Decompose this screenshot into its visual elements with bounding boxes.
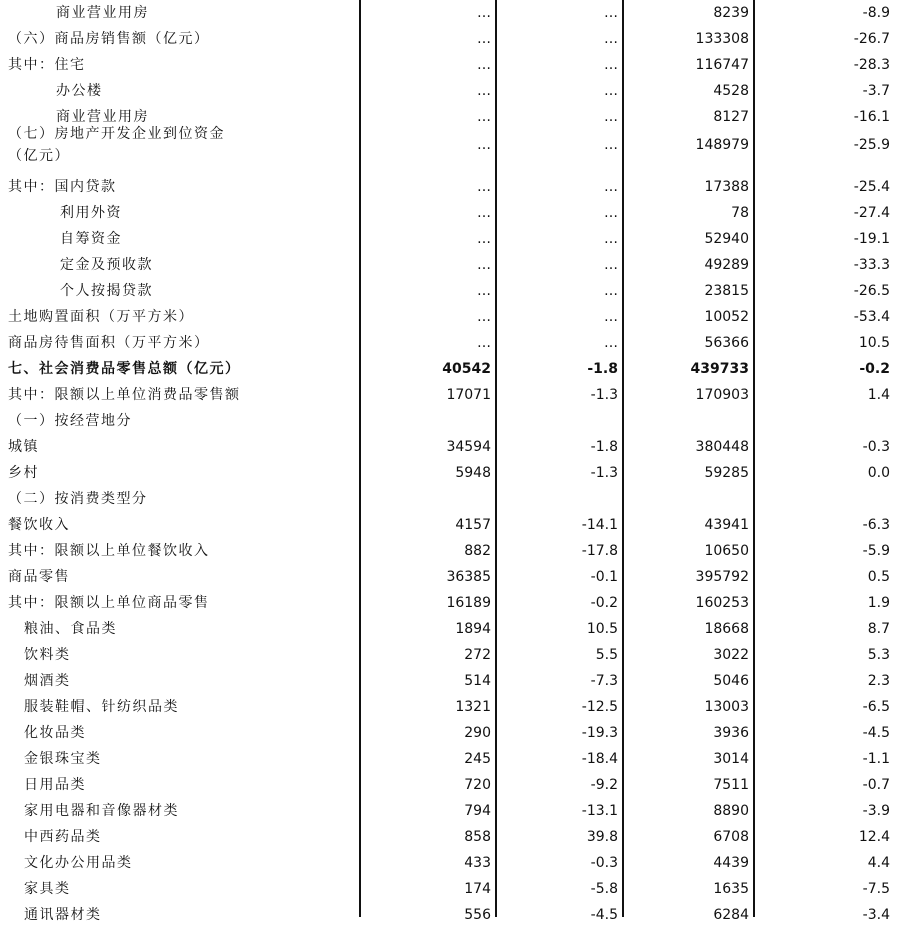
current-month-growth-cell: -1.8 [590, 439, 618, 455]
cumulative-growth-cell: -16.1 [853, 109, 890, 125]
table-row [0, 876, 912, 902]
current-month-growth-cell: -13.1 [581, 803, 618, 819]
cumulative-value-cell: 1635 [713, 881, 749, 897]
row-label: 饮料类 [24, 647, 71, 663]
cumulative-value-cell: 148979 [695, 137, 749, 153]
cumulative-growth-cell: 5.3 [867, 647, 890, 663]
row-label: 乡村 [8, 465, 39, 481]
current-month-value-cell: … [477, 283, 491, 299]
cumulative-value-cell: 56366 [704, 335, 749, 351]
current-month-value-cell: … [477, 109, 491, 125]
current-month-growth-cell: -9.2 [590, 777, 618, 793]
current-month-value-cell: … [477, 31, 491, 47]
cumulative-value-cell: 52940 [704, 231, 749, 247]
cumulative-value-cell: 78 [731, 205, 749, 221]
row-label: 餐饮收入 [8, 517, 70, 533]
row-label-continued: （亿元） [8, 148, 70, 164]
table-row [0, 824, 912, 850]
cumulative-growth-cell: 1.9 [867, 595, 890, 611]
current-month-growth-cell: -1.8 [587, 361, 618, 377]
cumulative-value-cell: 395792 [695, 569, 749, 585]
cumulative-value-cell: 3022 [713, 647, 749, 663]
table-row [0, 902, 912, 928]
cumulative-value-cell: 23815 [704, 283, 749, 299]
current-month-value-cell: 16189 [446, 595, 491, 611]
table-row [0, 720, 912, 746]
current-month-growth-cell: … [604, 257, 618, 273]
current-month-value-cell: … [477, 83, 491, 99]
cumulative-growth-cell: -1.1 [862, 751, 890, 767]
current-month-value-cell: 17071 [446, 387, 491, 403]
table-row [0, 694, 912, 720]
table-row [0, 460, 912, 486]
row-label: 其中：限额以上单位消费品零售额 [8, 387, 241, 403]
current-month-growth-cell: -0.2 [590, 595, 618, 611]
cumulative-value-cell: 17388 [704, 179, 749, 195]
row-label: （七）房地产开发企业到位资金 [8, 126, 225, 142]
row-label: 自筹资金 [60, 231, 122, 247]
current-month-value-cell: … [477, 179, 491, 195]
table-row [0, 408, 912, 434]
current-month-growth-cell: … [604, 205, 618, 221]
current-month-value-cell: 858 [464, 829, 491, 845]
cumulative-growth-cell: -0.3 [862, 439, 890, 455]
current-month-growth-cell: … [604, 57, 618, 73]
cumulative-growth-cell: 2.3 [867, 673, 890, 689]
table-row [0, 434, 912, 460]
table-row [0, 590, 912, 616]
current-month-growth-cell: … [604, 83, 618, 99]
current-month-growth-cell: -14.1 [581, 517, 618, 533]
current-month-growth-cell: … [604, 335, 618, 351]
cumulative-value-cell: 7511 [713, 777, 749, 793]
table-row [0, 486, 912, 512]
current-month-value-cell: 794 [464, 803, 491, 819]
row-label: 其中：住宅 [8, 57, 86, 73]
cumulative-value-cell: 8890 [713, 803, 749, 819]
cumulative-growth-cell: -53.4 [853, 309, 890, 325]
cumulative-growth-cell: -19.1 [853, 231, 890, 247]
cumulative-growth-cell: -4.5 [862, 725, 890, 741]
table-row [0, 746, 912, 772]
table-row [0, 226, 912, 252]
table-row [0, 200, 912, 226]
row-label: 利用外资 [60, 205, 122, 221]
table-row [0, 772, 912, 798]
row-label: 个人按揭贷款 [60, 283, 153, 299]
table-row [0, 668, 912, 694]
table-row [0, 538, 912, 564]
cumulative-value-cell: 116747 [695, 57, 749, 73]
current-month-growth-cell: -4.5 [590, 907, 618, 923]
row-label: 七、社会消费品零售总额（亿元） [8, 361, 241, 377]
current-month-growth-cell: -18.4 [581, 751, 618, 767]
row-label: 通讯器材类 [24, 907, 102, 923]
cumulative-value-cell: 59285 [704, 465, 749, 481]
row-label: 其中：限额以上单位餐饮收入 [8, 543, 210, 559]
row-label: 商业营业用房 [56, 109, 149, 125]
cumulative-growth-cell: 12.4 [858, 829, 890, 845]
table-row [0, 382, 912, 408]
row-label: 土地购置面积（万平方米） [8, 309, 194, 325]
cumulative-value-cell: 5046 [713, 673, 749, 689]
row-label: 商品房待售面积（万平方米） [8, 335, 210, 351]
row-label: 定金及预收款 [60, 257, 153, 273]
current-month-value-cell: 1894 [455, 621, 491, 637]
current-month-growth-cell: … [604, 109, 618, 125]
row-label: 商业营业用房 [56, 5, 149, 21]
row-label: （二）按消费类型分 [8, 491, 148, 507]
table-row [0, 52, 912, 78]
row-label: 粮油、食品类 [24, 621, 117, 637]
row-label: 化妆品类 [24, 725, 86, 741]
current-month-value-cell: 882 [464, 543, 491, 559]
cumulative-growth-cell: -3.9 [862, 803, 890, 819]
cumulative-growth-cell: -0.7 [862, 777, 890, 793]
table-row [0, 356, 912, 382]
row-label: 烟酒类 [24, 673, 71, 689]
cumulative-value-cell: 8239 [713, 5, 749, 21]
cumulative-value-cell: 10052 [704, 309, 749, 325]
row-label: （六）商品房销售额（亿元） [8, 31, 210, 47]
table-row [0, 642, 912, 668]
table-row [0, 330, 912, 356]
cumulative-growth-cell: -6.5 [862, 699, 890, 715]
row-label: 金银珠宝类 [24, 751, 102, 767]
current-month-growth-cell: -1.3 [590, 465, 618, 481]
row-label: 服装鞋帽、针纺织品类 [24, 699, 179, 715]
table-row [0, 252, 912, 278]
table-row [0, 278, 912, 304]
cumulative-growth-cell: 0.0 [867, 465, 890, 481]
current-month-growth-cell: … [604, 283, 618, 299]
table-row [0, 26, 912, 52]
cumulative-value-cell: 10650 [704, 543, 749, 559]
cumulative-value-cell: 18668 [704, 621, 749, 637]
table-row [0, 174, 912, 200]
row-label: 城镇 [8, 439, 39, 455]
current-month-growth-cell: -1.3 [590, 387, 618, 403]
current-month-growth-cell: -12.5 [581, 699, 618, 715]
current-month-growth-cell: 10.5 [586, 621, 618, 637]
current-month-value-cell: 433 [464, 855, 491, 871]
row-label: 其中：国内贷款 [8, 179, 117, 195]
current-month-value-cell: 174 [464, 881, 491, 897]
cumulative-growth-cell: 0.5 [867, 569, 890, 585]
cumulative-growth-cell: -33.3 [853, 257, 890, 273]
cumulative-growth-cell: -25.4 [853, 179, 890, 195]
table-row [0, 0, 912, 26]
table-row [0, 512, 912, 538]
cumulative-growth-cell: -28.3 [853, 57, 890, 73]
cumulative-growth-cell: -5.9 [862, 543, 890, 559]
current-month-growth-cell: … [604, 231, 618, 247]
current-month-value-cell: 40542 [442, 361, 491, 377]
current-month-value-cell: 34594 [446, 439, 491, 455]
cumulative-value-cell: 160253 [695, 595, 749, 611]
current-month-value-cell: … [477, 137, 491, 153]
cumulative-growth-cell: -3.4 [862, 907, 890, 923]
current-month-growth-cell: … [604, 5, 618, 21]
table-row [0, 616, 912, 642]
cumulative-value-cell: 380448 [695, 439, 749, 455]
cumulative-growth-cell: -8.9 [862, 5, 890, 21]
cumulative-growth-cell: -6.3 [862, 517, 890, 533]
table-row [0, 304, 912, 330]
cumulative-value-cell: 3014 [713, 751, 749, 767]
current-month-value-cell: … [477, 231, 491, 247]
cumulative-growth-cell: -7.5 [862, 881, 890, 897]
current-month-growth-cell: … [604, 309, 618, 325]
cumulative-value-cell: 13003 [704, 699, 749, 715]
current-month-value-cell: 514 [464, 673, 491, 689]
cumulative-growth-cell: 10.5 [858, 335, 890, 351]
current-month-growth-cell: -17.8 [581, 543, 618, 559]
cumulative-value-cell: 439733 [690, 361, 749, 377]
current-month-value-cell: 1321 [455, 699, 491, 715]
row-label: 商品零售 [8, 569, 70, 585]
current-month-value-cell: … [477, 309, 491, 325]
row-label: 其中：限额以上单位商品零售 [8, 595, 210, 611]
current-month-value-cell: … [477, 257, 491, 273]
row-label: 日用品类 [24, 777, 86, 793]
current-month-growth-cell: -5.8 [590, 881, 618, 897]
cumulative-growth-cell: -27.4 [853, 205, 890, 221]
current-month-value-cell: … [477, 205, 491, 221]
row-label: 办公楼 [56, 83, 103, 99]
current-month-value-cell: 5948 [455, 465, 491, 481]
current-month-value-cell: 36385 [446, 569, 491, 585]
cumulative-growth-cell: -25.9 [853, 137, 890, 153]
cumulative-value-cell: 49289 [704, 257, 749, 273]
current-month-value-cell: 556 [464, 907, 491, 923]
row-label: 家用电器和音像器材类 [24, 803, 179, 819]
current-month-growth-cell: 39.8 [586, 829, 618, 845]
row-label: 文化办公用品类 [24, 855, 133, 871]
current-month-growth-cell: 5.5 [595, 647, 618, 663]
current-month-growth-cell: -0.3 [590, 855, 618, 871]
current-month-growth-cell: -7.3 [590, 673, 618, 689]
cumulative-value-cell: 6708 [713, 829, 749, 845]
current-month-value-cell: 272 [464, 647, 491, 663]
row-label: 中西药品类 [24, 829, 102, 845]
table-row [0, 78, 912, 104]
cumulative-value-cell: 4528 [713, 83, 749, 99]
current-month-growth-cell: … [604, 137, 618, 153]
cumulative-value-cell: 3936 [713, 725, 749, 741]
cumulative-growth-cell: 4.4 [867, 855, 890, 871]
current-month-growth-cell: … [604, 179, 618, 195]
row-label: 家具类 [24, 881, 71, 897]
cumulative-value-cell: 43941 [704, 517, 749, 533]
current-month-value-cell: 245 [464, 751, 491, 767]
current-month-growth-cell: -19.3 [581, 725, 618, 741]
current-month-value-cell: 4157 [455, 517, 491, 533]
current-month-value-cell: … [477, 335, 491, 351]
cumulative-value-cell: 4439 [713, 855, 749, 871]
current-month-value-cell: … [477, 5, 491, 21]
cumulative-growth-cell: 8.7 [867, 621, 890, 637]
current-month-value-cell: 290 [464, 725, 491, 741]
current-month-value-cell: 720 [464, 777, 491, 793]
cumulative-growth-cell: -26.5 [853, 283, 890, 299]
cumulative-value-cell: 133308 [695, 31, 749, 47]
cumulative-growth-cell: -3.7 [862, 83, 890, 99]
cumulative-growth-cell: -0.2 [859, 361, 890, 377]
current-month-value-cell: … [477, 57, 491, 73]
cumulative-value-cell: 6284 [713, 907, 749, 923]
cumulative-value-cell: 170903 [695, 387, 749, 403]
table-row [0, 850, 912, 876]
cumulative-growth-cell: 1.4 [867, 387, 890, 403]
table-row [0, 798, 912, 824]
current-month-growth-cell: -0.1 [590, 569, 618, 585]
row-label: （一）按经营地分 [8, 413, 132, 429]
table-row [0, 126, 912, 174]
cumulative-growth-cell: -26.7 [853, 31, 890, 47]
cumulative-value-cell: 8127 [713, 109, 749, 125]
table-row [0, 564, 912, 590]
current-month-growth-cell: … [604, 31, 618, 47]
